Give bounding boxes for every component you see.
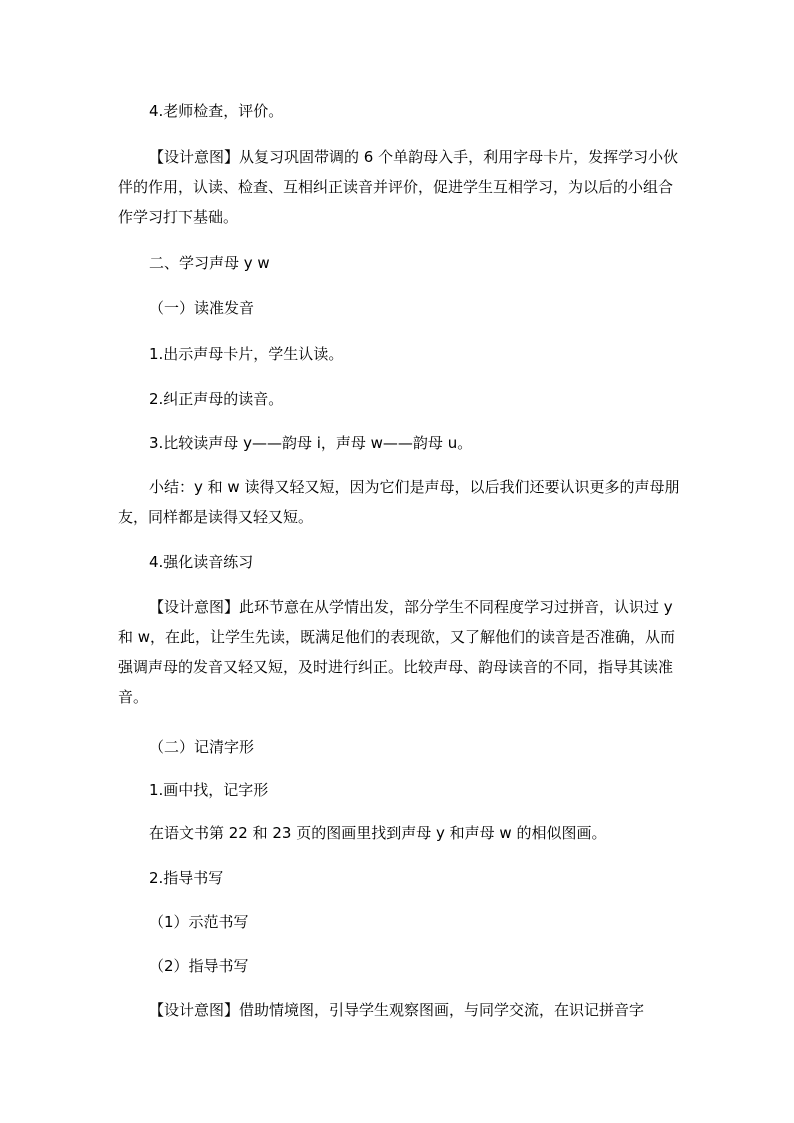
step-1-show-cards: 1.出示声母卡片，学生认读。	[149, 345, 344, 363]
subsection-heading-letter-shape: （二）记清字形	[149, 738, 255, 756]
sub-step-2-guide: （2）指导书写	[149, 957, 249, 975]
design-intent-paragraph-3: 【设计意图】借助情境图，引导学生观察图画，与同学交流，在识记拼音字	[149, 1001, 645, 1019]
summary-paragraph: 小结：y 和 w 读得又轻又短，因为它们是声母，以后我们还要认识更多的声母朋友，同样都是读得又轻又短。	[118, 478, 680, 526]
step-4-teacher-check: 4.老师检查，评价。	[149, 102, 284, 120]
design-intent-paragraph-2: 【设计意图】此环节意在从学情出发，部分学生不同程度学习过拼音，认识过 y 和 w，在此，让学生先读，既满足他们的表现欲，又了解他们的读音是否准确，从而强调声母的发音又轻又短，及时进行纠正。比较声母、韵母读音的不同，指导其读准音。	[118, 598, 676, 706]
design-intent-paragraph-1: 【设计意图】从复习巩固带调的 6 个单韵母入手，利用字母卡片，发挥学习小伙伴的作用，认读、检查、互相纠正读音并评价，促进学生互相学习，为以后的小组合作学习打下基础。	[118, 148, 679, 226]
step-2-writing-guidance: 2.指导书写	[149, 869, 224, 887]
step-2-correct-reading: 2.纠正声母的读音。	[149, 390, 284, 408]
textbook-instruction: 在语文书第 22 和 23 页的图画里找到声母 y 和声母 w 的相似图画。	[149, 824, 607, 842]
step-3-compare-reading: 3.比较读声母 y——韵母 i，声母 w——韵母 u。	[149, 434, 473, 452]
step-4-reading-practice: 4.强化读音练习	[149, 553, 254, 571]
subsection-heading-pronunciation: （一）读准发音	[149, 299, 255, 317]
section-heading-learn-y-w: 二、学习声母 y w	[149, 254, 270, 272]
step-1-find-in-picture: 1.画中找，记字形	[149, 781, 269, 799]
sub-step-1-demonstrate: （1）示范书写	[149, 913, 249, 931]
